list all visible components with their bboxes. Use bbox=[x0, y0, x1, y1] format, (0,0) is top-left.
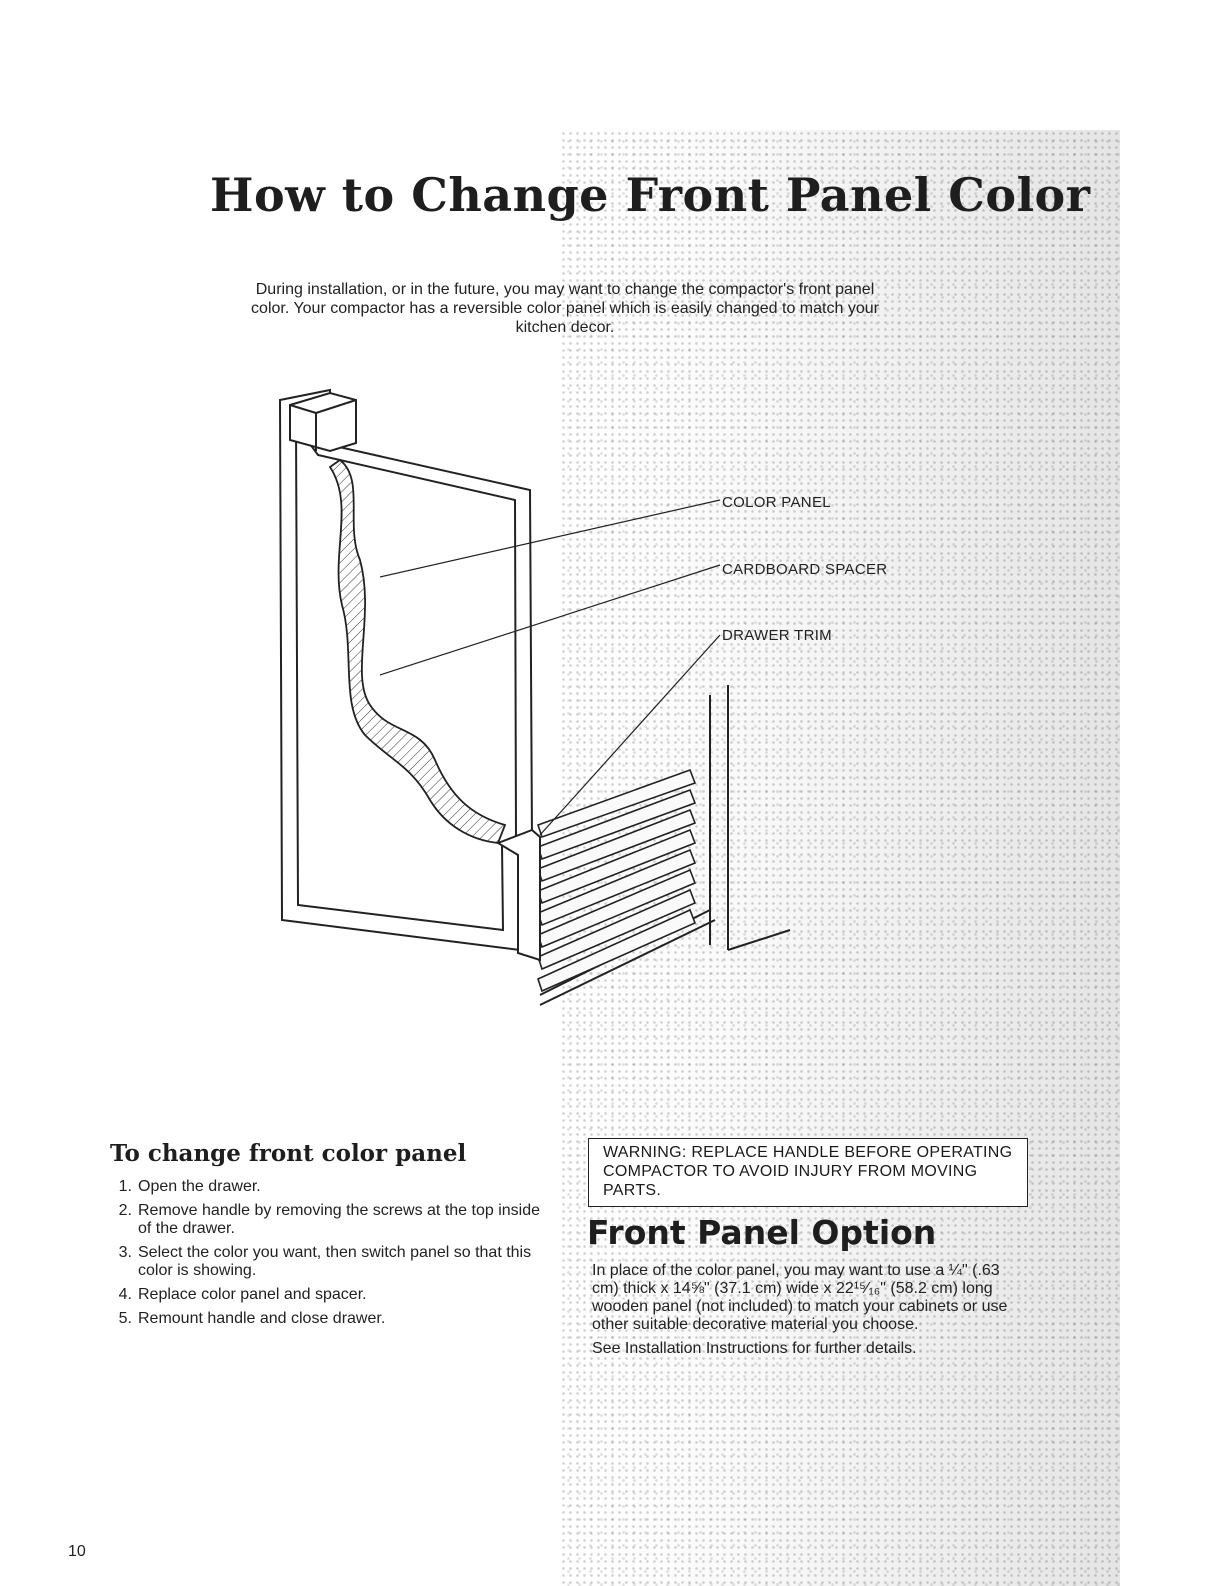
option-paragraph: In place of the color panel, you may want to use a ¼" (.63 cm) thick x 14⅝" (37.1 cm) wide x 22¹⁵⁄₁₆" (58.2 cm) long wooden panel (not included) to match your cabinets or use other suitable decorative material you choose. bbox=[592, 1262, 1008, 1333]
callout-drawer-trim: DRAWER TRIM bbox=[722, 627, 832, 644]
step-text: Select the color you want, then switch panel so that this color is showing. bbox=[138, 1244, 532, 1279]
step-item bbox=[104, 1310, 544, 1328]
warning-box: WARNING: REPLACE HANDLE BEFORE OPERATING COMPACTOR TO AVOID INJURY FROM MOVING PARTS. bbox=[588, 1138, 1028, 1207]
instruction-steps bbox=[104, 1178, 544, 1334]
callout-color-panel: COLOR PANEL bbox=[722, 494, 831, 511]
step-item bbox=[104, 1202, 544, 1238]
option-note: See Installation Instructions for further details. bbox=[592, 1340, 917, 1357]
step-item bbox=[104, 1244, 544, 1280]
step-number: 2. bbox=[118, 1202, 132, 1219]
step-number: 5. bbox=[118, 1310, 132, 1327]
intro-paragraph: During installation, or in the future, you may want to change the compactor's front panel color. Your compactor has a reversible color panel which is easily changed to match your kitchen decor. bbox=[251, 281, 879, 336]
front-panel-option-heading: Front Panel Option bbox=[587, 1213, 937, 1252]
front-panel-option-body bbox=[592, 1262, 1022, 1364]
step-text: Remount handle and close drawer. bbox=[138, 1310, 386, 1327]
step-number: 3. bbox=[118, 1244, 132, 1261]
front-panel-frame bbox=[280, 390, 540, 960]
callout-cardboard-spacer: CARDBOARD SPACER bbox=[722, 561, 888, 578]
step-number: 4. bbox=[118, 1286, 132, 1303]
step-text: Replace color panel and spacer. bbox=[138, 1286, 367, 1303]
drawer-slats bbox=[538, 770, 695, 991]
step-text: Remove handle by removing the screws at the top inside of the drawer. bbox=[138, 1202, 540, 1237]
front-panel-diagram bbox=[270, 385, 950, 1065]
page-number: 10 bbox=[68, 1543, 86, 1560]
step-text: Open the drawer. bbox=[138, 1178, 261, 1195]
page-title: How to Change Front Panel Color bbox=[210, 168, 1091, 222]
step-number: 1. bbox=[118, 1178, 132, 1195]
step-item bbox=[104, 1286, 544, 1304]
step-item bbox=[104, 1178, 544, 1196]
instructions-heading: To change front color panel bbox=[110, 1140, 467, 1167]
